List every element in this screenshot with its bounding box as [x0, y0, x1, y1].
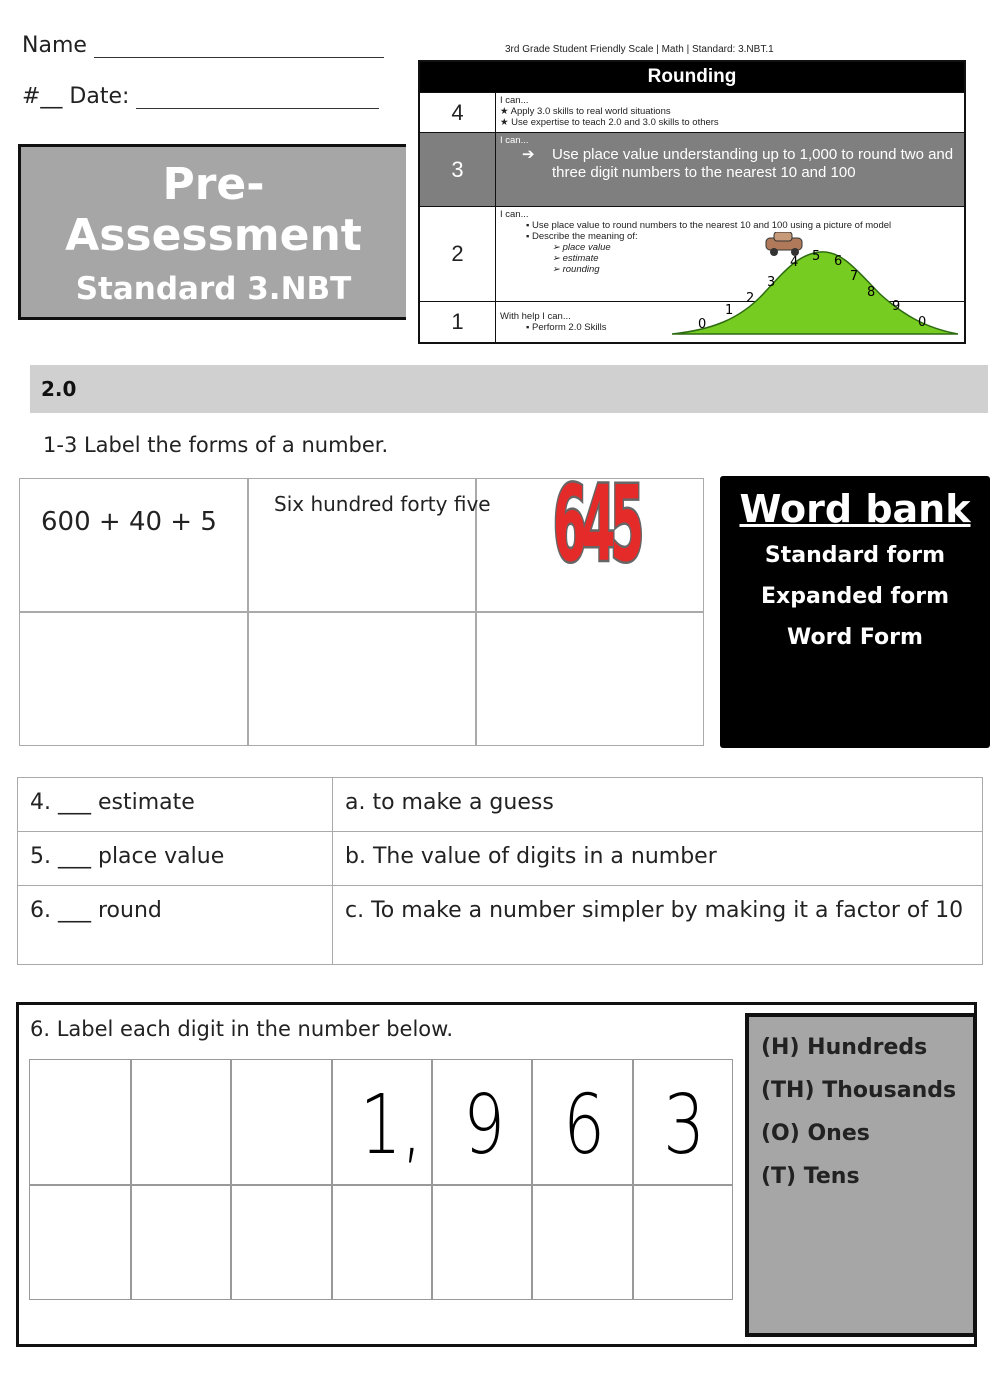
car-icon [766, 232, 802, 256]
name-blank[interactable] [94, 33, 384, 58]
name-label: Name [22, 33, 87, 58]
answer-cell-1[interactable] [21, 613, 246, 743]
word-bank-title: Word bank [739, 487, 971, 531]
vocab-definition: b. The value of digits in a number [333, 832, 983, 886]
word-bank-item: Word Form [787, 625, 923, 650]
scale-level: 3 [420, 133, 496, 206]
digit-ones: 3 [663, 1078, 705, 1173]
scale-level: 4 [420, 93, 496, 132]
hill-digit: 1 [725, 303, 734, 318]
word-bank [720, 476, 990, 748]
key-item: (TH) Thousands [761, 1078, 957, 1103]
hill-digit: 0 [698, 317, 707, 332]
label-cell-thousands[interactable] [331, 1186, 431, 1299]
hill-digit: 0 [918, 315, 927, 330]
name-line [22, 33, 384, 58]
scale-subitem: ➢ rounding [552, 264, 600, 275]
scale-subitem: ➢ estimate [552, 253, 599, 264]
vocab-term[interactable]: 5. ___ place value [18, 832, 333, 886]
vocab-term[interactable]: 6. ___ round [18, 886, 333, 965]
vocab-term[interactable]: 4. ___ estimate [18, 778, 333, 832]
scale-item: ★ Apply 3.0 skills to real world situations [500, 106, 671, 117]
word-bank-item: Standard form [764, 543, 946, 568]
forms-instruction: 1-3 Label the forms of a number. [43, 433, 389, 457]
scale-item: ▪ Use place value to round numbers to the nearest 10 and 100 using a picture of model [526, 220, 892, 231]
table-row [18, 886, 983, 965]
date-line [22, 84, 379, 109]
expanded-form-example: 600 + 40 + 5 [41, 507, 217, 537]
standard-form-example: 645 [553, 463, 639, 585]
digit-thousands: 1, [359, 1078, 423, 1173]
title-standard: Standard 3.NBT [75, 271, 352, 307]
hill-shape [672, 252, 958, 334]
scale-lead: With help I can... [500, 311, 571, 322]
scale-item: Use place value understanding up to 1,000 to round two and three digit numbers to the nearest 10 and 100 [552, 146, 954, 181]
hill-digit: 4 [790, 255, 799, 270]
scale-row-4 [420, 92, 964, 132]
word-form-example: Six hundred forty five [274, 492, 491, 516]
hill-digit: 6 [834, 254, 843, 269]
answer-cell-2[interactable] [249, 613, 474, 743]
scale-row-3 [420, 132, 964, 206]
title-box [18, 144, 406, 353]
vocab-definition: c. To make a number simpler by making it a factor of 10 [333, 886, 983, 965]
date-blank[interactable] [136, 84, 379, 109]
place-value-instruction: 6. Label each digit in the number below. [30, 1017, 454, 1041]
answer-cell-3[interactable] [477, 613, 702, 743]
scale-item: ▪ Describe the meaning of: [526, 231, 638, 242]
section-label: 2.0 [41, 377, 77, 401]
place-value-grid [29, 1059, 733, 1300]
scale-subitem: ➢ place value [552, 242, 611, 253]
hill-digit: 8 [867, 285, 876, 300]
key-item: (H) Hundreds [761, 1035, 928, 1060]
scale-item: ▪ Perform 2.0 Skills [526, 322, 607, 333]
scale-lead: I can... [500, 209, 529, 220]
table-row [18, 832, 983, 886]
hill-digit: 5 [812, 249, 821, 264]
digit-tens: 6 [563, 1078, 605, 1173]
hill-digit: 9 [892, 299, 901, 314]
section-bar [30, 365, 988, 413]
scale-level: 1 [420, 302, 496, 342]
word-bank-item: Expanded form [760, 584, 949, 609]
hill-digit: 7 [850, 269, 859, 284]
hill-digit: 2 [746, 291, 755, 306]
label-cell-tens[interactable] [532, 1186, 631, 1299]
scale-level: 2 [420, 207, 496, 301]
date-label: #__ Date: [22, 84, 130, 109]
digit-hundreds: 9 [463, 1078, 505, 1173]
label-cell-hundreds[interactable] [432, 1186, 531, 1299]
scale-lead: I can... [500, 135, 529, 146]
scale-caption: 3rd Grade Student Friendly Scale | Math | Standard: 3.NBT.1 [505, 44, 774, 55]
rounding-scale [418, 60, 966, 344]
scale-heading: Rounding [420, 62, 964, 92]
table-row [18, 778, 983, 832]
hill-digit: 3 [767, 275, 776, 290]
key-item: (O) Ones [761, 1121, 870, 1146]
title-pre-assessment: Pre-Assessment [65, 159, 362, 261]
label-cell-ones[interactable] [633, 1186, 732, 1299]
vocab-matching-table [17, 777, 983, 965]
arrow-icon: ➔ [522, 146, 535, 163]
rounding-hill-illustration [670, 232, 960, 342]
title-topic: Place Value [112, 317, 315, 353]
scale-item: ★ Use expertise to teach 2.0 and 3.0 skills to others [500, 117, 719, 128]
place-value-key [745, 1013, 977, 1337]
key-item: (T) Tens [761, 1164, 860, 1189]
vocab-definition: a. to make a guess [333, 778, 983, 832]
scale-lead: I can... [500, 95, 529, 106]
